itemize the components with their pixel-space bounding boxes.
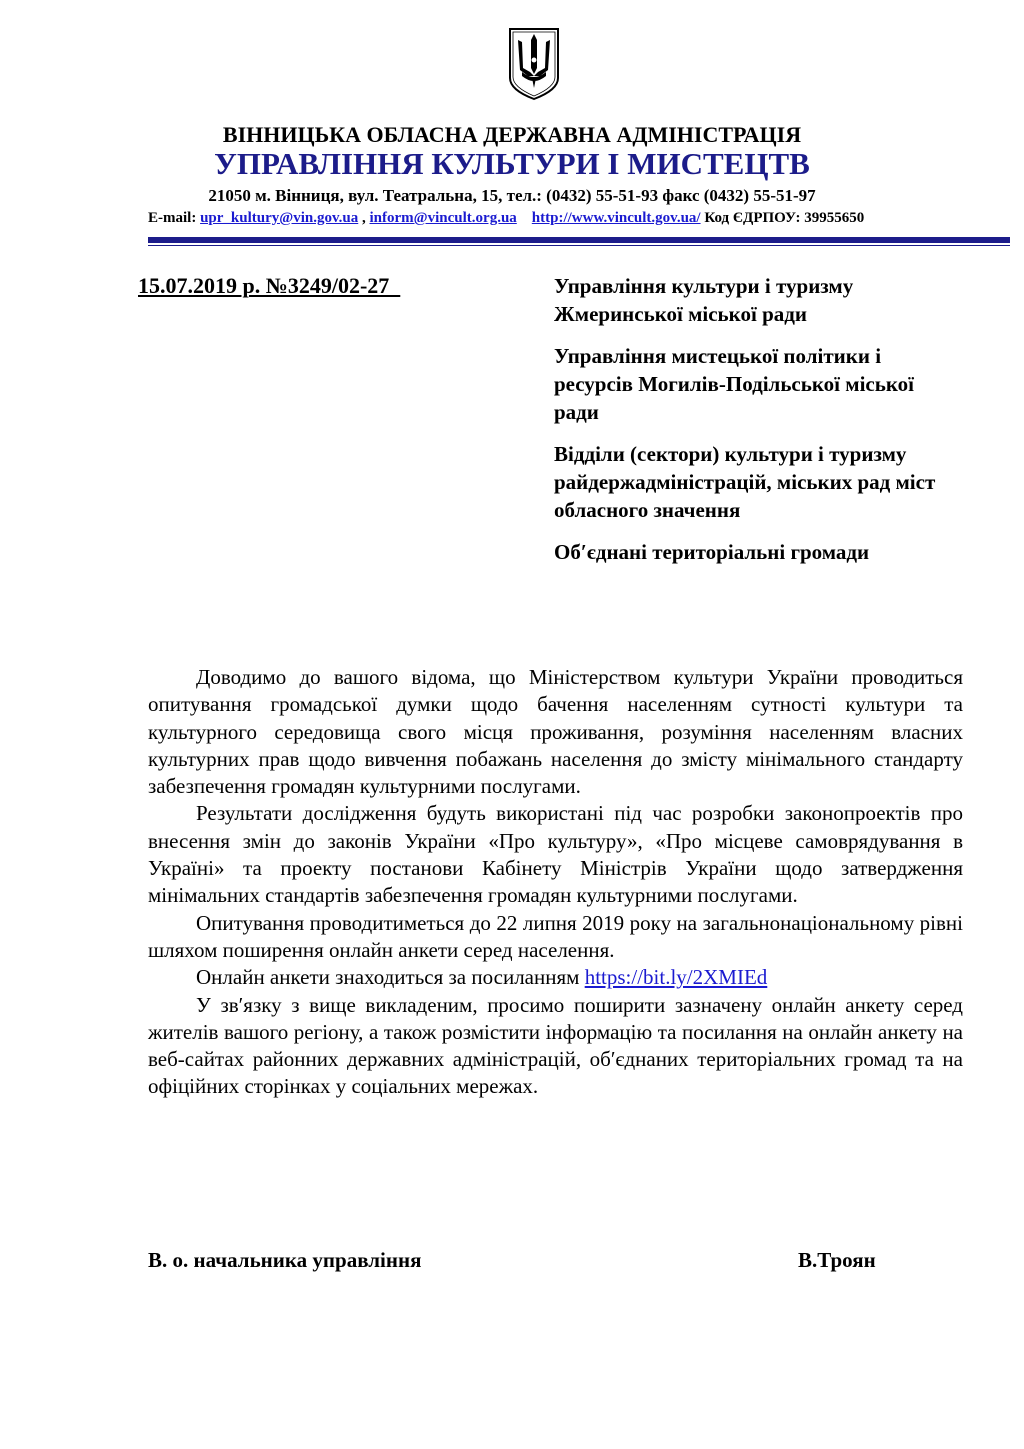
email-link-1[interactable]: upr_kultury@vin.gov.ua — [200, 210, 359, 226]
body-paragraph: Результати дослідження будуть використані під час розробки законопроектів про внесення змін до законів України «Про культуру», «Про місцеве самоврядування в Україні» та проекту постанови Кабінету Міністрів України щодо затвердження мінімальних стандартів забезпечення громадян культурними послугами. — [148, 801, 963, 908]
email-separator: , — [358, 210, 370, 226]
addressee-item: Управління мистецької політики і ресурсів Могилів-Подільської міської ради — [554, 344, 914, 424]
header-divider-thin — [148, 245, 1010, 246]
link-intro-text: Онлайн анкети знаходиться за посиланням — [196, 965, 585, 990]
addressee-item: Об′єднані територіальні громади — [554, 540, 870, 564]
addressee-item: Відділи (сектори) культури і туризму райдержадміністрацій, міських рад міст обласного значення — [554, 442, 936, 522]
addressee-item: Управління культури і туризму Жмеринської міської ради — [554, 274, 854, 326]
department-name: УПРАВЛІННЯ КУЛЬТУРИ І МИСТЕЦТВ — [214, 146, 810, 181]
survey-link[interactable]: https://bit.ly/2XMIEd — [584, 965, 768, 990]
body-paragraph: Доводимо до вашого відома, що Міністерством культури України проводиться опитування громадської думки щодо бачення населенням сутності культури та культурного середовища свого місця проживання, розуміння населенням власних культурних прав щодо вивчення побажань населення до змісту мінімального стандарту забезпечення громадян культурними послугами. — [148, 665, 963, 799]
website-link[interactable]: http://www.vincult.gov.ua/ — [531, 210, 701, 226]
body-paragraph-link — [148, 964, 963, 991]
registration-number: 15.07.2019 р. №3249/02-27 — [138, 273, 401, 298]
signatory-title: В. о. начальника управління — [148, 1248, 422, 1272]
signatory-name: В.Троян — [798, 1248, 876, 1272]
email-link-2[interactable]: inform@vincult.org.ua — [369, 210, 517, 226]
addressee-list — [554, 272, 954, 580]
email-label: E-mail: — [148, 210, 197, 226]
header-divider-thick — [148, 237, 1010, 243]
address-line: 21050 м. Вінниця, вул. Театральна, 15, тел.: (0432) 55-51-93 факс (0432) 55-51-97 — [208, 186, 816, 205]
contacts-line — [148, 210, 864, 227]
org-name: ВІННИЦЬКА ОБЛАСНА ДЕРЖАВНА АДМІНІСТРАЦІЯ — [222, 122, 802, 147]
body-paragraph: Опитування проводитиметься до 22 липня 2019 року на загальнонаціональному рівні шляхом поширення онлайн анкети серед населення. — [148, 910, 963, 962]
edrpou-code: Код ЄДРПОУ: 39955650 — [704, 210, 865, 226]
letter-body — [148, 664, 963, 1101]
trident-coat-of-arms-icon — [506, 26, 562, 102]
body-paragraph: У зв′язку з вище викладеним, просимо поширити зазначену онлайн анкету серед жителів вашого регіону, а також розмістити інформацію та посилання на онлайн анкету на веб-сайтах районних державних адміністрацій, об′єднаних територіальних громад та на офіційних сторінках у соціальних мережах. — [148, 992, 963, 1099]
